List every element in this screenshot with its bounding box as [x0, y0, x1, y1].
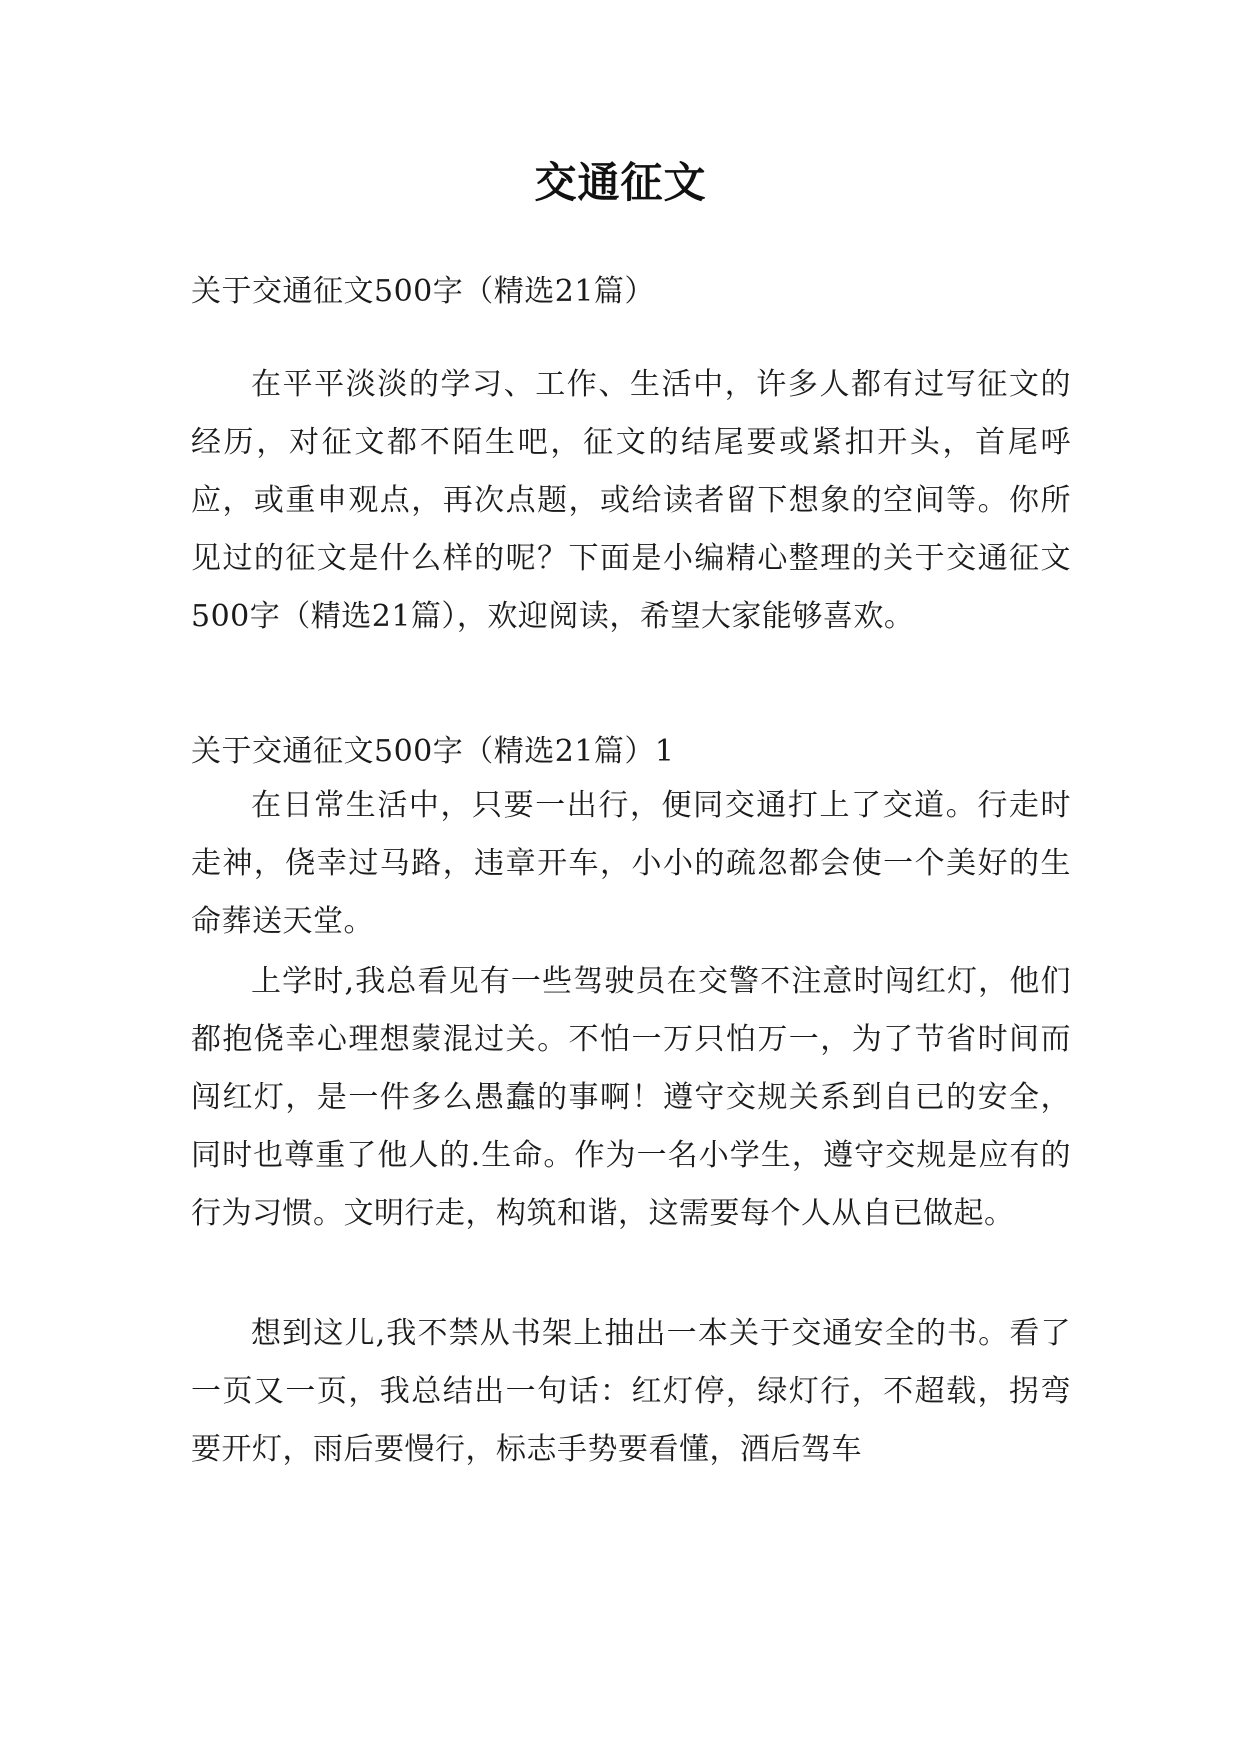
intro-paragraph: 在平平淡淡的学习、工作、生活中，许多人都有过写征文的经历，对征文都不陌生吧，征文的结尾要或紧扣开头，首尾呼应，或重申观点，再次点题，或给读者留下想象的空间等。你所见过的征文是什么样的呢？下面是小编精心整理的关于交通征文500字（精选21篇），欢迎阅读，希望大家能够喜欢。 — [191, 367, 1071, 634]
body-paragraph-3: 想到这儿,我不禁从书架上抽出一本关于交通安全的书。看了一页又一页，我总结出一句话：红灯停，绿灯行，不超载，拐弯要开灯，雨后要慢行，标志手势要看懂，酒后驾车 — [191, 1316, 1071, 1467]
body-paragraph-2: 上学时,我总看见有一些驾驶员在交警不注意时闯红灯，他们都抱侥幸心理想蒙混过关。不怕一万只怕万一，为了节省时间而闯红灯，是一件多么愚蠢的事啊！遵守交规关系到自已的安全，同时也尊重了他人的.生命。作为一名小学生，遵守交规是应有的行为习惯。文明行走，构筑和谐，这需要每个人从自已做起。 — [191, 964, 1071, 1231]
document-title: 交通征文 — [534, 158, 707, 207]
document-subtitle: 关于交通征文500字（精选21篇） — [191, 274, 655, 309]
section-heading: 关于交通征文500字（精选21篇）1 — [191, 734, 675, 769]
body-paragraph-1: 在日常生活中，只要一出行，便同交通打上了交道。行走时走神，侥幸过马路，违章开车，小小的疏忽都会使一个美好的生命葬送天堂。 — [191, 788, 1071, 939]
